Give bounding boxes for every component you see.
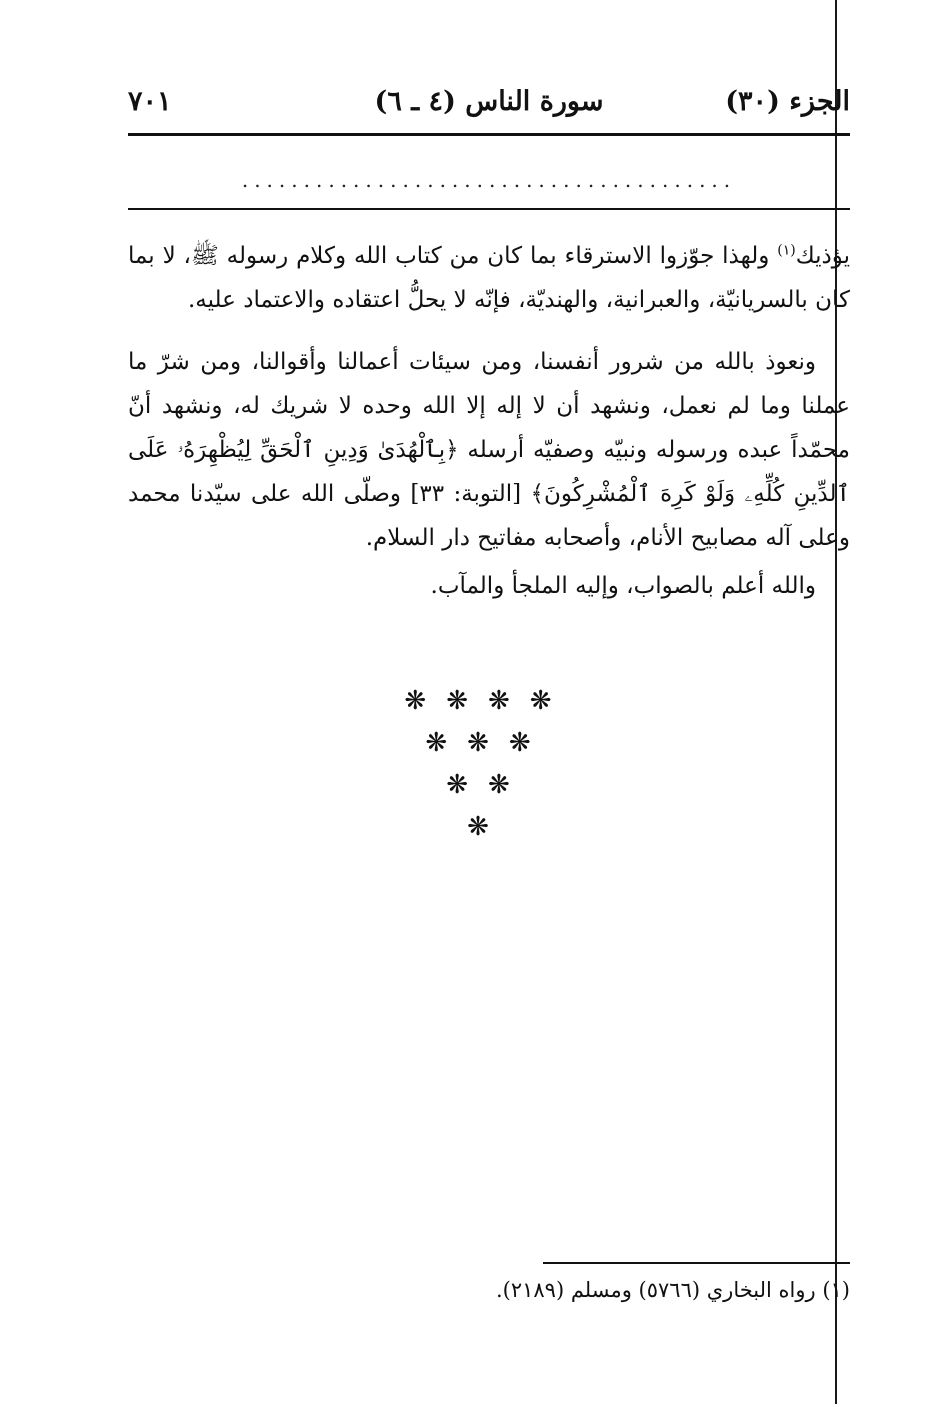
- footnote-rule: [543, 1262, 850, 1264]
- dotted-separator: ........................................: [241, 168, 737, 192]
- page-header: [128, 86, 850, 126]
- surah-title: سورة الناس (٤ ـ ٦): [374, 86, 604, 117]
- footnote: (١) رواه البخاري (٥٧٦٦) ومسلم (٢١٨٩).: [495, 1278, 850, 1302]
- juz-label: الجزء (٣٠): [725, 86, 850, 117]
- paragraph-1-rest: ولهذا جوّزوا الاسترقاء بما كان من كتاب الله وكلام رسوله ﷺ، لا بما كان بالسريانيّة، والعبرانية، والهنديّة، فإنّه لا يحلُّ اعتقاده والاعتماد عليه.: [128, 243, 850, 313]
- ornament-row-3: ❋❋: [446, 770, 530, 800]
- paragraph-1-start: يؤذيك: [795, 243, 850, 269]
- paragraph-3: والله أعلم بالصواب، وإليه الملجأ والمآب.: [430, 573, 816, 599]
- closing-ornament: [373, 680, 603, 848]
- section-rule: [128, 208, 850, 210]
- ornament-row-2: ❋❋❋: [425, 728, 551, 758]
- main-text: [128, 234, 850, 608]
- footnote-reference: (١): [777, 242, 796, 259]
- paragraph-2: ونعوذ بالله من شرور أنفسنا، ومن سيئات أعمالنا وأقوالنا، ومن شرّ ما عملنا وما لم نعمل، ونشهد أن لا إله إلا الله وحده لا شريك له، ونشهد أنّ محمّداً عبده ورسوله ونبيّه وصفيّه أرسله ﴿بِٱلْهُدَىٰ وَدِينِ ٱلْحَقِّ لِيُظْهِرَهُۥ عَلَى ٱلدِّينِ كُلِّهِۦ وَلَوْ كَرِهَ ٱلْمُشْرِكُونَ﴾ [التوبة: ٣٣] وصلّى الله على سيّدنا محمد وعلى آله مصابيح الأنام، وأصحابه مفاتيح دار السلام.: [128, 349, 850, 551]
- page-binding-line: [835, 0, 837, 1404]
- header-rule: [128, 133, 850, 136]
- page-number: ٧٠١: [128, 86, 172, 117]
- ornament-row-4: ❋: [467, 812, 509, 842]
- paragraph-1: [128, 234, 850, 322]
- ornament-row-1: ❋❋❋❋: [404, 686, 572, 716]
